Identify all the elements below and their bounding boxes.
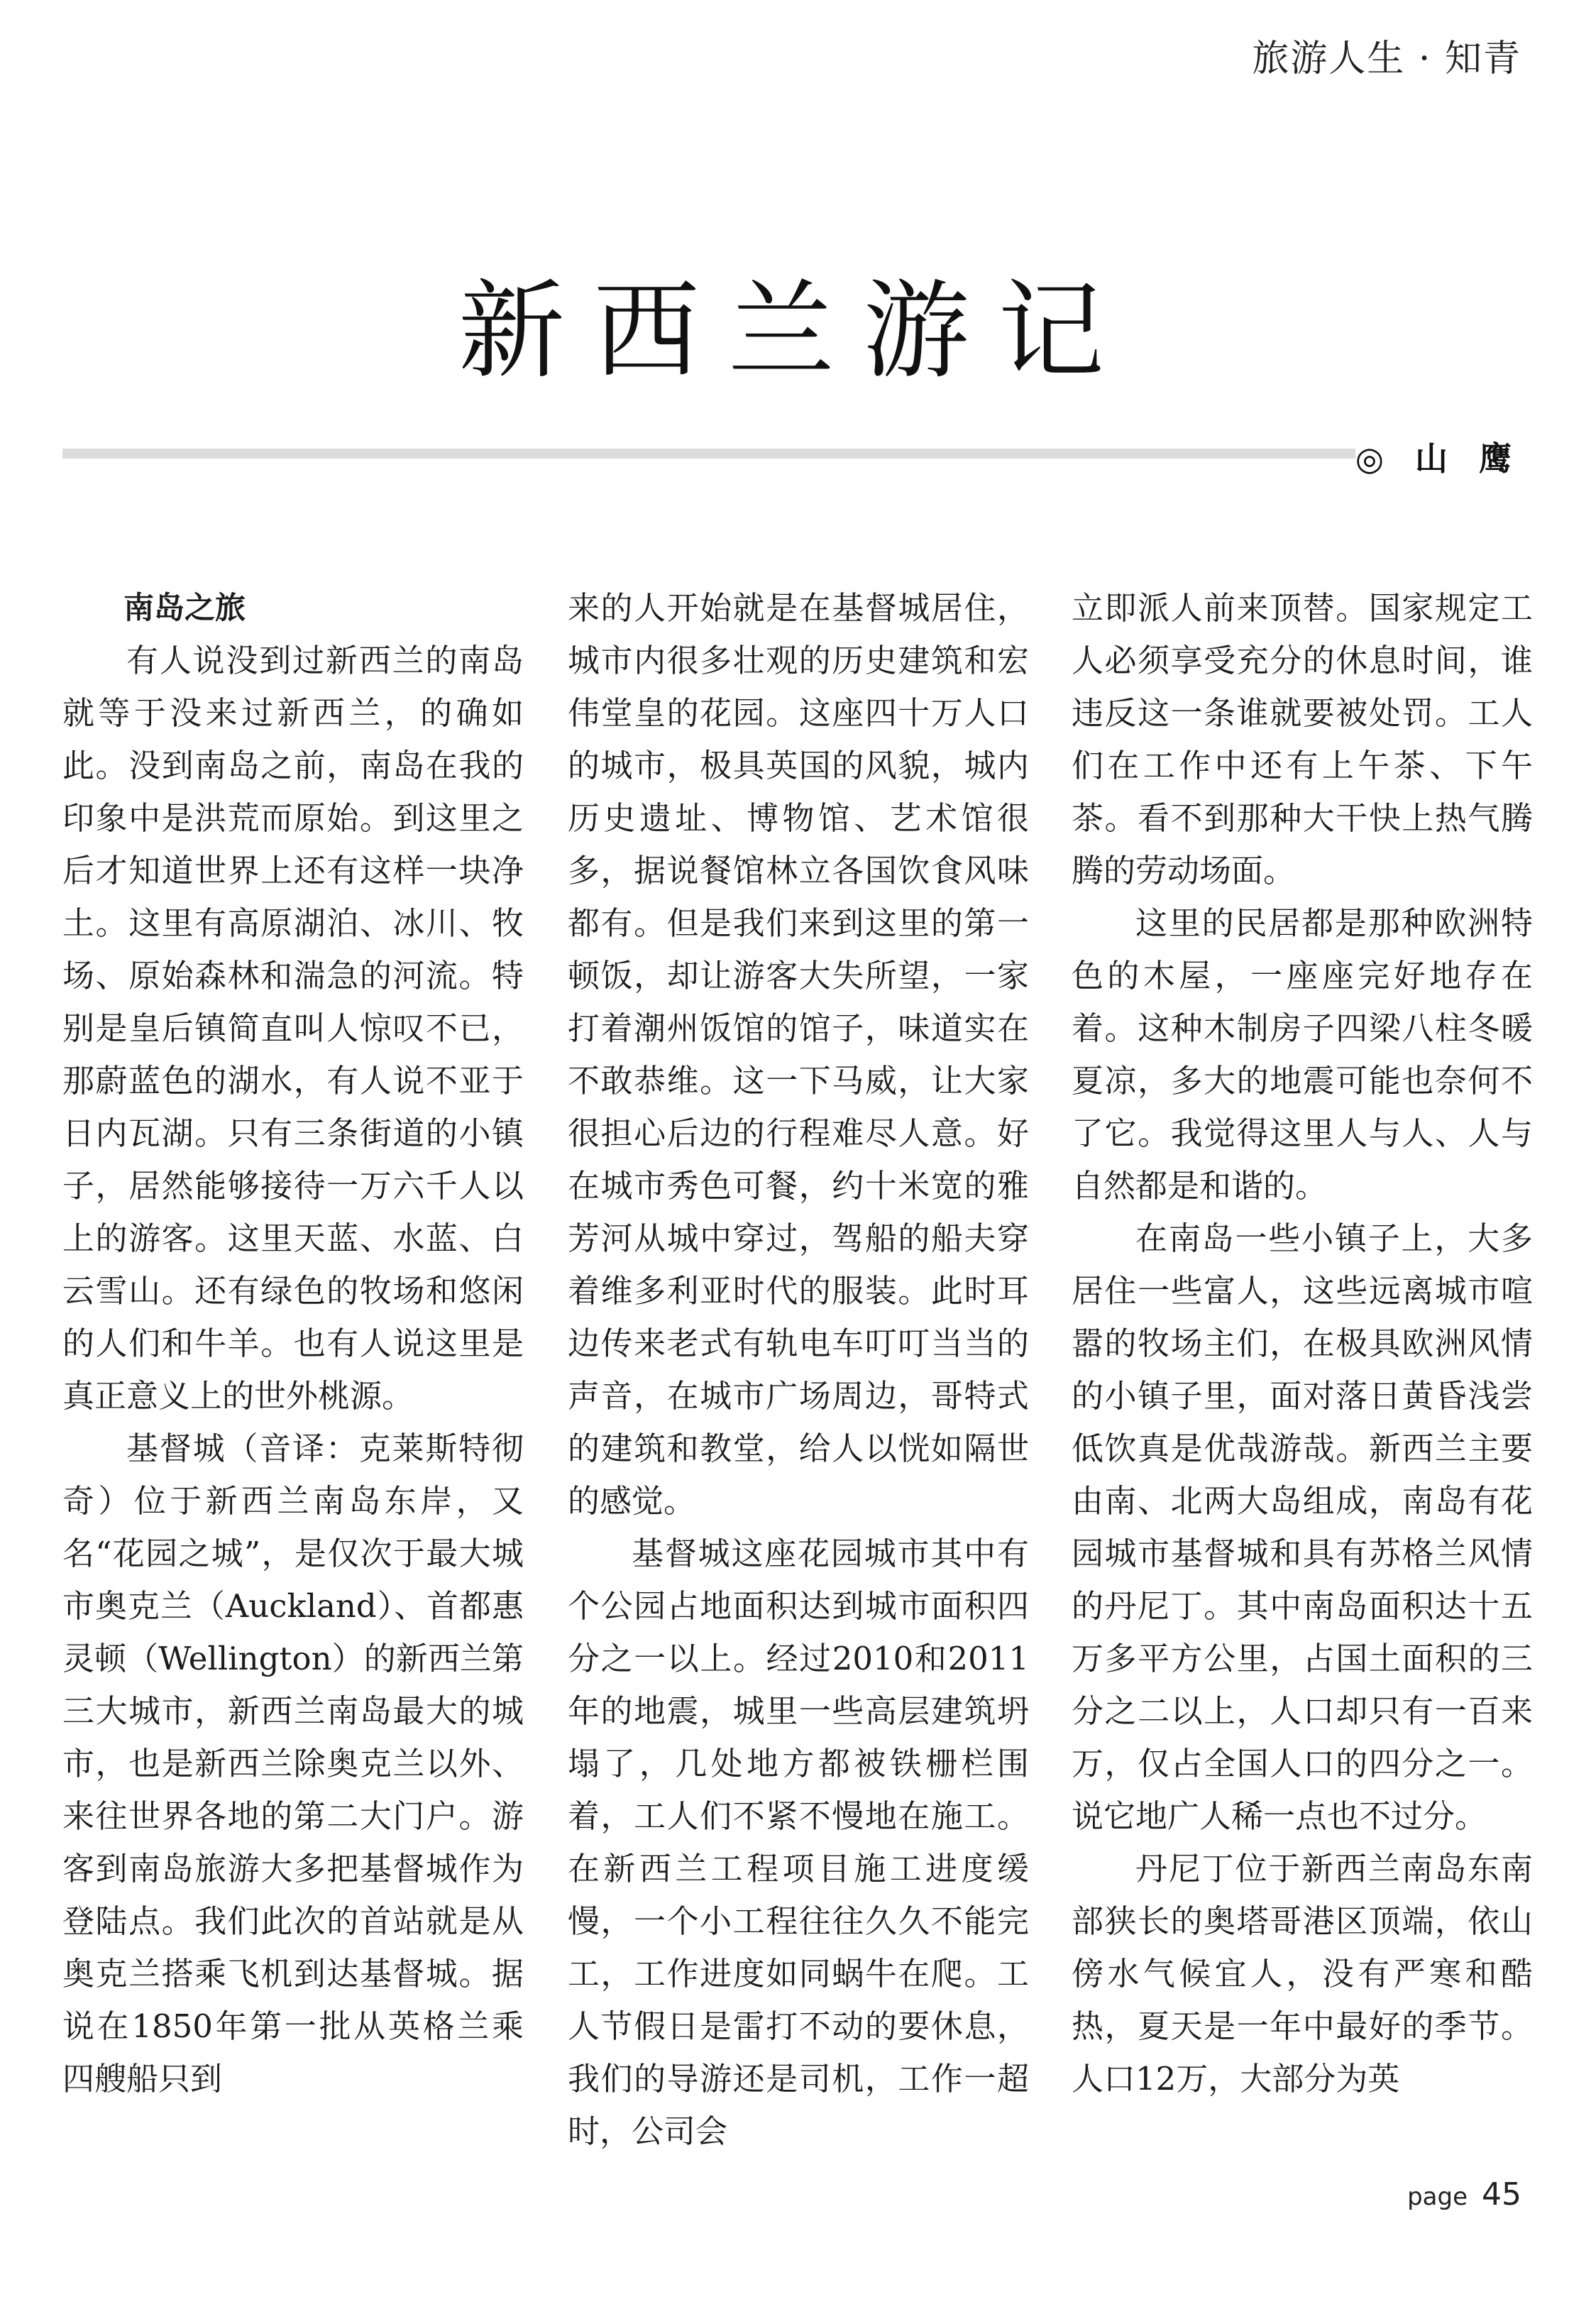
paragraph: 基督城这座花园城市其中有个公园占地面积达到城市面积四分之一以上。经过2010和2011年的地震，城里一些高层建筑坍塌了，几处地方都被铁栅栏围着，工人们不紧不慢地在施工。在新西兰工程项目施工进度缓慢，一个小工程往往久久不能完工，工作进度如同蜗牛在爬。工人节假日是雷打不动的要休息，我们的导游还是司机，工作一超时，公司会 (568, 1535, 1029, 2150)
page-footer (1407, 2176, 1521, 2213)
page-number: 45 (1482, 2176, 1521, 2213)
text-column-3 (1072, 582, 1533, 2105)
paragraph-continued: 来的人开始就是在基督城居住，城市内很多壮观的历史建筑和宏伟堂皇的花园。这座四十万人口的城市，极具英国的风貌，城内历史遗址、博物馆、艺术馆很多，据说餐馆林立各国饮食风味都有。但是我们来到这里的第一顿饭，却让游客大失所望，一家打着潮州饭馆的馆子，味道实在不敢恭维。这一下马威，让大家很担心后边的行程难尽人意。好在城市秀色可餐，约十米宽的雅芳河从城中穿过，驾船的船夫穿着维多利亚时代的服装。此时耳边传来老式有轨电车叮叮当当的声音，在城市广场周边，哥特式的建筑和教堂，给人以恍如隔世的感觉。 (568, 589, 1029, 1520)
text-column-1 (62, 582, 524, 2105)
section-label: 旅游人生 · 知青 (1252, 38, 1521, 80)
author-byline: ◎ 山 鹰 (1355, 439, 1521, 478)
paragraph: 基督城（音译：克莱斯特彻奇）位于新西兰南岛东岸，又名“花园之城”，是仅次于最大城市奥克兰（Auckland）、首都惠灵顿（Wellington）的新西兰第三大城市，新西兰南岛最大的城市，也是新西兰除奥克兰以外、来往世界各地的第二大门户。游客到南岛旅游大多把基督城作为登陆点。我们此次的首站就是从奥克兰搭乘飞机到达基督城。据说在1850年第一批从英格兰乘四艘船只到 (62, 1430, 524, 2098)
title-divider (62, 449, 1355, 459)
text-column-2 (568, 582, 1029, 2158)
paragraph: 有人说没到过新西兰的南岛就等于没来过新西兰，的确如此。没到南岛之前，南岛在我的印象中是洪荒而原始。到这里之后才知道世界上还有这样一块净土。这里有高原湖泊、冰川、牧场、原始森林和湍急的河流。特别是皇后镇简直叫人惊叹不已，那蔚蓝色的湖水，有人说不亚于日内瓦湖。只有三条街道的小镇子，居然能够接待一万六千人以上的游客。这里天蓝、水蓝、白云雪山。还有绿色的牧场和悠闲的人们和牛羊。也有人说这里是真正意义上的世外桃源。 (62, 642, 524, 1415)
article-title: 新西兰游记 (458, 270, 1133, 393)
section-subhead: 南岛之旅 (123, 591, 246, 626)
page-label: page (1407, 2183, 1468, 2211)
paragraph: 这里的民居都是那种欧洲特色的木屋，一座座完好地存在着。这种木制房子四梁八柱冬暖夏凉，多大的地震可能也奈何不了它。我觉得这里人与人、人与自然都是和谐的。 (1072, 904, 1533, 1205)
paragraph: 丹尼丁位于新西兰南岛东南部狭长的奥塔哥港区顶端，依山傍水气候宜人，没有严寒和酷热，夏天是一年中最好的季节。人口12万，大部分为英 (1072, 1850, 1533, 2098)
paragraph-continued: 立即派人前来顶替。国家规定工人必须享受充分的休息时间，谁违反这一条谁就要被处罚。工人们在工作中还有上午茶、下午茶。看不到那种大干快上热气腾腾的劳动场面。 (1072, 589, 1533, 889)
paragraph: 在南岛一些小镇子上，大多居住一些富人，这些远离城市喧嚣的牧场主们，在极具欧洲风情的小镇子里，面对落日黄昏浅尝低饮真是优哉游哉。新西兰主要由南、北两大岛组成，南岛有花园城市基督城和具有苏格兰风情的丹尼丁。其中南岛面积达十五万多平方公里，占国土面积的三分之二以上，人口却只有一百来万，仅占全国人口的四分之一。说它地广人稀一点也不过分。 (1072, 1219, 1533, 1835)
